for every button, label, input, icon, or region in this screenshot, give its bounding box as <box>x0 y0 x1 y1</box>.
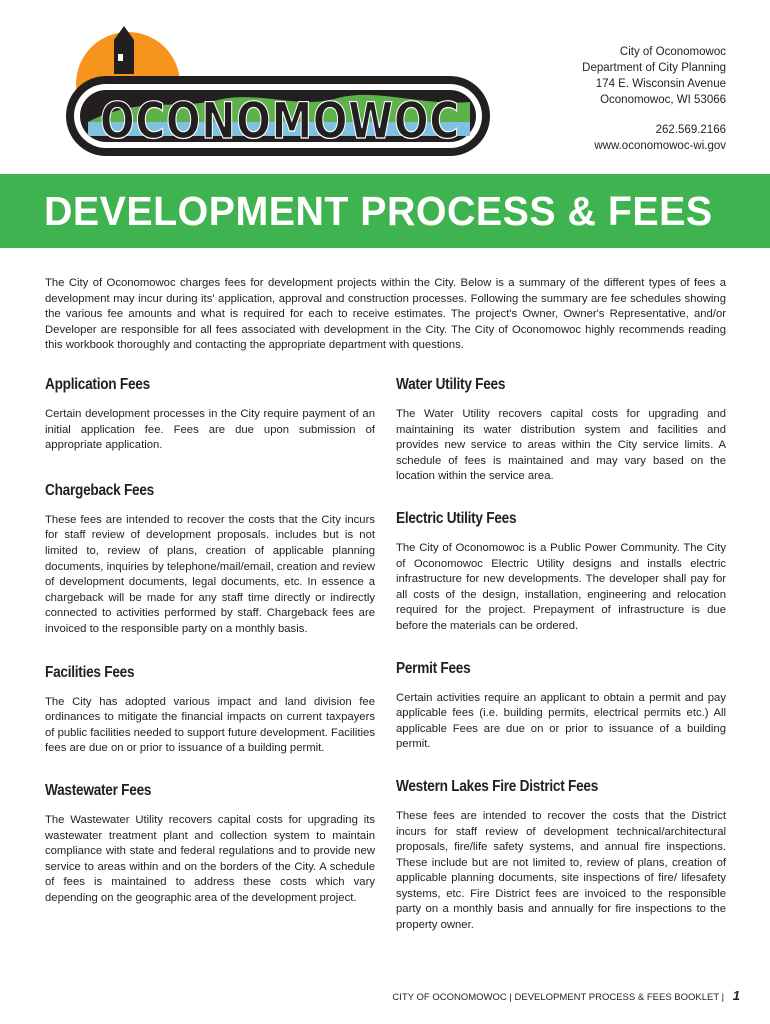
section-heading: Application Fees <box>45 376 150 393</box>
section-heading: Chargeback Fees <box>45 481 155 499</box>
section-electric-utility-fees <box>396 510 726 635</box>
footer-text: CITY OF OCONOMOWOC | DEVELOPMENT PROCESS & FEES BOOKLET | <box>392 992 725 1003</box>
section-water-utility-fees <box>396 376 726 485</box>
section-heading: Permit Fees <box>396 659 471 677</box>
contact-website[interactable]: www.oconomowoc-wi.gov <box>594 140 726 152</box>
section-application-fees <box>45 376 375 454</box>
section-heading: Wastewater Fees <box>45 781 152 799</box>
city-logo <box>58 14 498 164</box>
right-column <box>396 376 726 934</box>
section-body: Certain activities require an applicant to obtain a permit and pay applicable fees (i.e. building permits, electrical permits etc.) All applicable Fees are due on or prior to issuance of a building permit. <box>396 691 726 751</box>
contact-city-state-zip: Oconomowoc, WI 53066 <box>600 94 726 106</box>
intro-paragraph: The City of Oconomowoc charges fees for development projects within the City. Below is a summary of the different types of fees a development may incur during its' application, approval and construction processes. Following the summary are fee schedules showing the various fee amounts and what is required for each to receive estimates. The project's Owner, Owner's Representative, and/or Developer are responsible for all fees associated with development in the City. The City of Oconomowoc highly recommends reading this workbook thoroughly and contacting the appropriate department with questions. <box>45 277 726 352</box>
section-facilities-fees <box>45 664 375 757</box>
section-body: The City of Oconomowoc is a Public Power Community. The City of Oconomowoc Electric Utility designs and installs electric infrastructure for new developments. The developer shall pay for all costs of the design, installation, engineering and relocation required for the project. Prepayment of infrastructure is due before the materials can be ordered. <box>396 541 726 632</box>
left-column <box>45 376 375 906</box>
section-body: The City has adopted various impact and land division fee ordinances to mitigate the financial impacts on current taxpayers of public facilities needed to support future development. Facilities fees are due on or prior to issuance of a building permit. <box>45 695 375 755</box>
page-footer <box>392 988 740 1003</box>
section-heading: Electric Utility Fees <box>396 509 517 527</box>
section-fire-district-fees <box>396 778 726 934</box>
section-body: Certain development processes in the City require payment of an initial application fee. Fees are due upon submission of appropriate application. <box>45 408 375 452</box>
section-body: These fees are intended to recover the costs that the District incurs for staff review of development technical/architectural proposals, fire/life safety systems, and annual fire inspections. These include but are not limited to, review of plans, creation of applicable planning documents, site inspections of fire/ lifesafety systems, etc. Fire District fees are invoiced to the responsible party on a monthly basis and annually for fire inspections to the property owner. <box>396 809 726 932</box>
contact-city: City of Oconomowoc <box>619 46 726 58</box>
section-wastewater-fees <box>45 782 375 907</box>
page-title: DEVELOPMENT PROCESS & FEES <box>44 188 713 234</box>
section-body: The Water Utility recovers capital costs for upgrading and maintaining its water distribution system and facilities and provides new service to areas within the City service limits. A schedule of fees is maintained and may vary based on the location within the service area. <box>396 408 726 483</box>
contact-block <box>466 44 726 154</box>
title-banner <box>0 174 770 248</box>
section-heading: Facilities Fees <box>45 663 135 681</box>
section-body: The Wastewater Utility recovers capital costs for upgrading its wastewater treatment plant and collection system to maintain compliance with state and federal regulations and to provide new service to areas within and on the borders of the City. A schedule of fees is maintained to address these costs which vary depending on the geographic area of the development project. <box>45 813 375 904</box>
section-heading: Water Utility Fees <box>396 376 506 393</box>
page-number: 1 <box>732 988 740 1003</box>
contact-department: Department of City Planning <box>582 62 726 74</box>
section-body: These fees are intended to recover the costs that the City incurs for staff review of development proposals. includes but is not limited to, review of plans, creation of applicable planning documents, inquiries by telephone/mail/email, creation and review of development documents, legal documents, etc. In essence a chargeback will be made for any staff time directly or indirectly connected to activities performed by staff. Chargeback fees are invoiced to the responsible party on a monthly basis. <box>45 513 375 635</box>
section-permit-fees <box>396 660 726 753</box>
svg-text:OCONOMOWOC: OCONOMOWOC <box>100 92 460 150</box>
section-chargeback-fees <box>45 482 375 638</box>
contact-street: 174 E. Wisconsin Avenue <box>595 78 726 90</box>
contact-phone: 262.569.2166 <box>655 124 726 136</box>
section-heading: Western Lakes Fire District Fees <box>396 777 599 795</box>
